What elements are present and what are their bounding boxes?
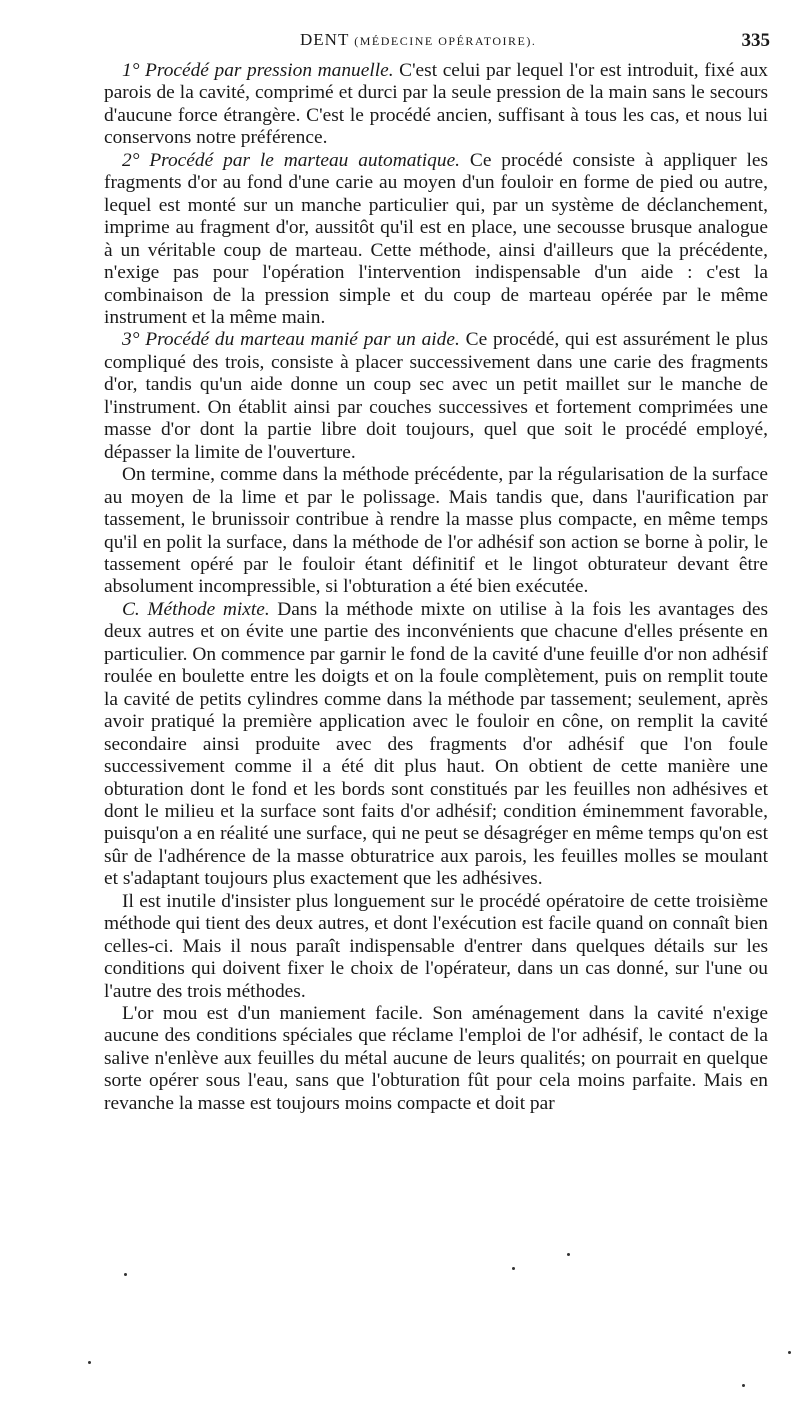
paragraph-procede-marteau-automatique [104, 150, 768, 330]
scan-speck [512, 1267, 515, 1270]
paragraph-choix-methode [104, 891, 768, 1003]
running-title [300, 30, 536, 50]
scan-speck [742, 1384, 745, 1387]
scan-speck [567, 1253, 570, 1256]
paragraph-methode-mixte [104, 599, 768, 891]
paragraph-lead: C. Méthode mixte. [122, 598, 270, 620]
paragraph-text: C'est celui par lequel l'or est introduit, fixé aux parois de la cavité, comprimé et durci par la seule pression de la main sans le secours d'aucune force étrangère. C'est le procédé ancien, suffisant à tous les cas, et nous lui conservons notre préférence. [104, 60, 768, 149]
paragraph-text: On termine, comme dans la méthode précédente, par la régularisation de la surface au moyen de la lime et par le polissage. Mais tandis que, dans l'aurification par tassement, le brunissoir contribue à rendre la masse plus compacte, en même temps qu'il en polit la surface, dans la méthode de l'or adhésif son action se borne à polir, le tassement opéré par le fouloir étant définitif et le lingot obturateur devant être absolument incompressible, si l'obturation a été bien exécutée. [104, 464, 768, 598]
running-title-subtitle: (MÉDECINE OPÉRATOIRE). [354, 34, 537, 48]
running-title-main: DENT [300, 30, 350, 49]
paragraph-lead: 3° Procédé du marteau manié par un aide. [122, 329, 460, 351]
scan-speck [124, 1273, 127, 1276]
paragraph-regularisation [104, 464, 768, 599]
page-number: 335 [741, 30, 770, 51]
paragraph-text: Dans la méthode mixte on utilise à la fois les avantages des deux autres et on évite une partie des inconvénients que chacune d'elles présente en particulier. On commence par garnir le fond de la cavité d'une feuille d'or non adhésif roulée en boulette entre les doigts et on la foule complètement, puis on remplit toute la cavité de petits cylindres comme dans la méthode par tassement; seulement, après avoir pratiqué la première application avec le fouloir en cône, on remplit la cavité secondaire ainsi produite avec des fragments d'or adhésif que l'on foule successivement comme il a été dit plus haut. On obtient de cette manière une obturation dont le fond et les bords sont constitués par les feuilles non adhésives et dont le milieu et la surface sont faits d'or adhésif; condition éminemment favorable, puisqu'on a en réalité une surface, qui ne peut se désagréger en même temps qu'on est sûr de l'adhérence de la masse obturatrice aux parois, les feuilles molles se moulant et s'adaptant toujours plus exactement que les adhésives. [104, 598, 768, 890]
paragraph-text: Ce procédé, qui est assurément le plus compliqué des trois, consiste à placer successivement dans une carie des fragments d'or, tandis qu'un aide donne un coup sec avec un petit maillet sur le manche de l'instrument. On établit ainsi par couches successives et fortement comprimées une masse d'or dont la partie libre doit toujours, quel que soit le procédé employé, dépasser la limite de l'ouverture. [104, 329, 768, 463]
paragraph-lead: 2° Procédé par le marteau automatique. [122, 149, 461, 171]
paragraph-lead: 1° Procédé par pression manuelle. [122, 60, 394, 81]
scan-speck [88, 1361, 91, 1364]
scan-speck [788, 1351, 791, 1354]
page-header [104, 30, 770, 58]
paragraph-text: Ce procédé consiste à appliquer les fragments d'or au fond d'une carie au moyen d'un fouloir en forme de pied ou autre, lequel est monté sur un manche particulier qui, par un système de déclanchement, imprime au fragment d'or, aussitôt qu'il est en place, une secousse brusque analogue à un véritable coup de marteau. Cette méthode, ainsi d'ailleurs que la précédente, n'exige pas pour l'opération l'intervention indispensable d'un aide : c'est la combinaison de la pression simple et du coup de marteau opérée par le même instrument et la même main. [104, 149, 768, 328]
body-text [104, 60, 768, 1115]
paragraph-or-mou [104, 1003, 768, 1115]
paragraph-procede-marteau-aide [104, 329, 768, 464]
paragraph-text: Il est inutile d'insister plus longuement sur le procédé opératoire de cette troisième méthode qui tient des deux autres, et dont l'exécution est facile quand on connaît bien celles-ci. Mais il nous paraît indispensable d'entrer dans quelques détails sur les conditions qui doivent fixer le choix de l'opérateur, dans un cas donné, sur l'une ou l'autre des trois méthodes. [104, 890, 768, 1002]
paragraph-procede-pression-manuelle [104, 60, 768, 150]
paragraph-text: L'or mou est d'un maniement facile. Son aménagement dans la cavité n'exige aucune des conditions spéciales que réclame l'emploi de l'or adhésif, le contact de la salive n'enlève aux feuilles du métal aucune de leurs qualités; on pourrait en quelque sorte opérer sous l'eau, sans que l'obturation fût pour cela moins parfaite. Mais en revanche la masse est toujours moins compacte et doit par [104, 1003, 768, 1114]
